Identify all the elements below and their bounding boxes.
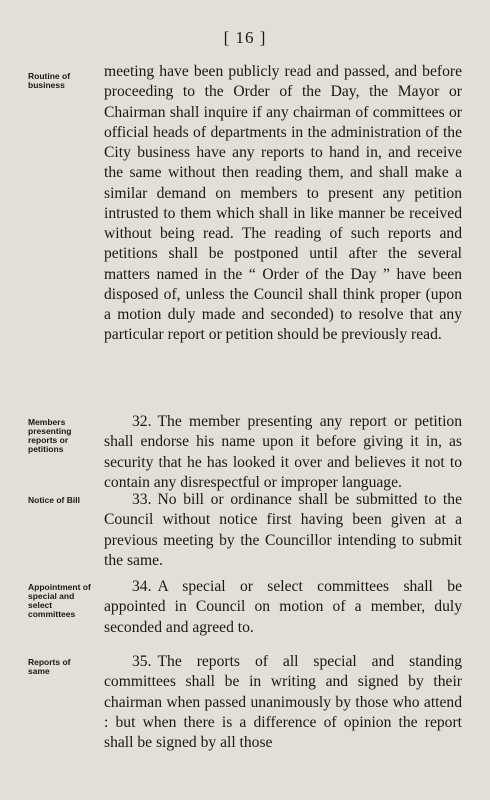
section-number: 33. — [132, 491, 152, 508]
paragraph-33 — [104, 490, 462, 571]
side-note-members-presenting: Members presenting reports or petitions — [28, 417, 72, 454]
paragraph-text: The reports of all special and standing committees shall be in writing and signed by their chairman when passed unanimously by those who attend : but when there is a difference of opinion the report shall be signed by all those — [104, 653, 462, 751]
page-number: [ 16 ] — [223, 28, 267, 47]
paragraph-34 — [104, 577, 462, 638]
side-note-reports-of-same: Reports of same — [28, 657, 71, 676]
side-note-routine-of-business: Routine of business — [28, 71, 71, 90]
section-number: 35. — [132, 653, 152, 670]
paragraph-text: The member presenting any report or petition shall endorse his name upon it before giving it in, as security that he has looked it over and believes it not to contain any disrespectful or improper language. — [104, 413, 462, 491]
paragraph-32 — [104, 412, 462, 493]
paragraph-text: A special or select committees shall be appointed in Council on motion of a member, duly seconded and agreed to. — [104, 578, 462, 636]
side-note-appointment-of-committees: Appointment of special and select committees — [28, 582, 91, 619]
paragraph-routine-of-business — [104, 62, 462, 346]
paragraph-text: meeting have been publicly read and passed, and before proceeding to the Order of the Day, the Mayor or Chairman shall inquire if any chairman of committees or official heads of departments in the administration of the City business have any reports to hand in, and receive the same without then reading them, and shall make a similar demand on members to present any petition intrusted to them which shall in like manner be received without being read. The reading of such reports and petitions shall be postponed until after the several matters named in the “ Order of the Day ” have been disposed of, unless the Council shall think proper (upon a motion duly made and seconded) to resolve that any particular report or petition should be previously read. — [104, 63, 462, 344]
paragraph-text: No bill or ordinance shall be submitted to the Council without notice first having been given at a previous meeting by the Councillor intending to submit the same. — [104, 491, 462, 569]
section-number: 32. — [132, 413, 152, 430]
side-note-notice-of-bill: Notice of Bill — [28, 495, 80, 505]
section-number: 34. — [132, 578, 152, 595]
paragraph-35 — [104, 652, 462, 753]
